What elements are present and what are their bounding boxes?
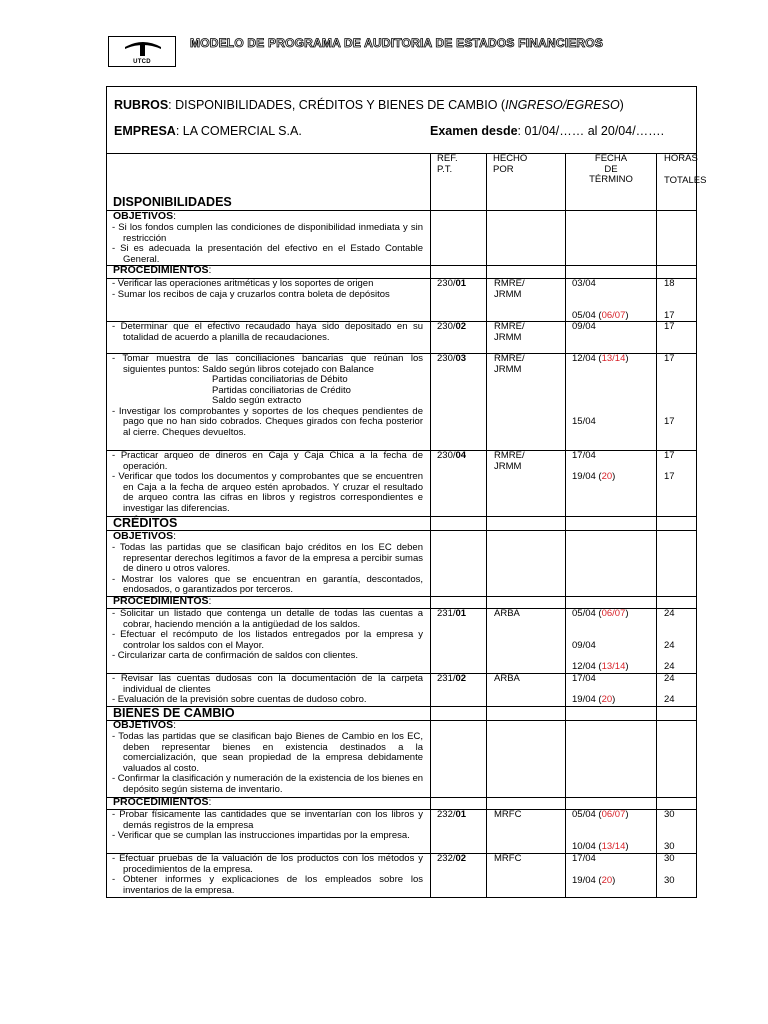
horas-cell: 17 <box>664 353 675 364</box>
ref-cell: 232/01 <box>437 809 467 820</box>
ref-cell: 230/01 <box>437 278 467 289</box>
procedure-item: - Verificar las operaciones aritméticas y los soportes de origen <box>112 278 374 289</box>
horas-cell: 24 <box>664 608 675 619</box>
row-divider <box>106 516 697 517</box>
row-divider <box>106 530 697 531</box>
procedure-item: - Circularizar carta de confirmación de saldos con clientes. <box>112 650 359 661</box>
fecha-cell: 19/04 (20) <box>572 875 616 886</box>
procedure-item: - Verificar que se cumplan las instrucciones impartidas por la empresa. <box>112 830 410 841</box>
rubros-line <box>114 98 624 112</box>
fecha-cell: 15/04 <box>572 416 596 427</box>
logo-emblem-icon <box>123 39 163 57</box>
horas-cell: 30 <box>664 809 675 820</box>
col-hecho-header <box>493 154 527 175</box>
col-hecho-line: POR <box>493 163 514 175</box>
hecho-cell: ARBA <box>494 608 520 619</box>
procedimientos-label: PROCEDIMIENTOS: <box>113 264 212 276</box>
horas-cell: 17 <box>664 471 675 482</box>
col-horas-line: HORAS <box>664 153 698 164</box>
procedure-subitem: Partidas conciliatorias de Crédito <box>212 384 351 396</box>
horas-cell: 30 <box>664 875 675 886</box>
fecha-cell: 05/04 (06/07) <box>572 809 629 820</box>
hecho-cell: MRFC <box>494 853 522 864</box>
fecha-cell: 19/04 (20) <box>572 694 616 705</box>
horas-cell: 24 <box>664 661 675 672</box>
objetivo-item: - Si los fondos cumplen las condiciones de disponibilidad inmediata y sin restricción <box>112 222 423 244</box>
rubros-label: RUBROS <box>114 98 169 112</box>
col-fecha-line: TÉRMINO <box>589 174 633 185</box>
ref-cell: 231/01 <box>437 608 467 619</box>
examen-line <box>430 124 664 138</box>
col-horas-line: TOTALES <box>664 174 707 186</box>
procedure-list <box>112 810 423 842</box>
procedure-item: - Investigar los comprobantes y soportes de los cheques pendientes de pago que no han sido cobrados. Cheques girados con fecha posterior al cierre. Cheques devueltos. <box>112 405 423 438</box>
horas-cell: 18 <box>664 278 675 289</box>
rubros-close: ) <box>619 98 624 112</box>
procedure-item: - Revisar las cuentas dudosas con la documentación de la carpeta individual de clientes <box>112 673 423 695</box>
hecho-cell: RMRE/ JRMM <box>494 321 525 343</box>
objetivos-label: OBJETIVOS: <box>113 719 177 731</box>
procedure-item: - Obtener informes y explicaciones de los empleados sobre los inventarios de la empresa. <box>112 874 423 896</box>
procedure-list <box>112 279 423 300</box>
fecha-cell: 12/04 (13/14) <box>572 661 629 672</box>
empresa-line <box>114 124 302 138</box>
utcd-logo <box>108 36 176 67</box>
horas-cell: 24 <box>664 694 675 705</box>
objetivo-item: - Todas las partidas que se clasifican bajo Bienes de Cambio en los EC, deben representar bienes en existencia destinados a la comercialización, que sean propiedad de la empresa debidamente valuados al costo. <box>112 731 423 774</box>
examen-label: Examen desde <box>430 124 518 138</box>
examen-value: : 01/04/…… al 20/04/……. <box>517 124 665 138</box>
horas-cell: 17 <box>664 450 675 461</box>
fecha-cell: 12/04 (13/14) <box>572 353 629 364</box>
fecha-cell: 10/04 (13/14) <box>572 841 629 852</box>
procedure-subitem: Saldo según extracto <box>212 395 302 406</box>
col-fecha-line: FECHA <box>594 153 628 164</box>
procedure-list <box>112 451 423 514</box>
procedure-list <box>112 322 423 343</box>
objetivos-label: OBJETIVOS: <box>113 210 177 222</box>
horas-cell: 24 <box>664 673 675 684</box>
procedure-subitem: Partidas conciliatorias de Débito <box>212 374 348 385</box>
objetivos-label: OBJETIVOS: <box>113 530 177 542</box>
col-ref-line: P.T. <box>437 163 453 175</box>
objetivo-item: - Si es adecuada la presentación del efectivo en el Estado Contable General. <box>112 243 423 265</box>
fecha-cell: 09/04 <box>572 640 596 651</box>
col-ref-line: REF. <box>437 153 458 164</box>
empresa-value: : LA COMERCIAL S.A. <box>175 124 302 138</box>
fecha-cell: 17/04 <box>572 853 596 864</box>
horas-cell: 17 <box>664 416 675 427</box>
objetivo-item: - Confirmar la clasificación y numeración de la existencia de los bienes en depósito según sistema de inventario. <box>112 773 424 795</box>
col-hecho-line: HECHO <box>493 153 528 164</box>
hecho-cell: ARBA <box>494 673 520 684</box>
objetivos-list <box>112 732 423 795</box>
horas-cell: 17 <box>664 310 675 321</box>
fecha-cell: 03/04 <box>572 278 596 289</box>
col-ref-header <box>437 154 458 175</box>
fecha-cell: 17/04 <box>572 450 596 461</box>
procedure-item: - Efectuar pruebas de la valuación de los productos con los métodos y procedimientos de la empresa. <box>112 853 423 875</box>
empresa-label: EMPRESA <box>114 124 176 138</box>
procedure-list <box>112 674 423 706</box>
procedure-list <box>112 354 423 438</box>
fecha-cell: 05/04 (06/07) <box>572 608 629 619</box>
row-divider <box>106 720 697 721</box>
fecha-cell: 05/04 (06/07) <box>572 310 629 321</box>
ref-cell: 230/03 <box>437 353 467 364</box>
procedure-item: - Practicar arqueo de dineros en Caja y Caja Chica a la fecha de operación. <box>112 450 423 472</box>
rubros-value: : DISPONIBILIDADES, CRÉDITOS Y BIENES DE CAMBIO ( <box>168 98 506 112</box>
fecha-cell: 09/04 <box>572 321 596 332</box>
procedure-item: - Solicitar un listado que contenga un detalle de todas las cuentas a cobrar, haciendo mención a la antigüedad de los saldos. <box>112 608 423 630</box>
section-title: DISPONIBILIDADES <box>113 195 232 209</box>
document-title: MODELO DE PROGRAMA DE AUDITORIA DE ESTADOS FINANCIEROS <box>190 36 604 50</box>
procedure-item: - Tomar muestra de las conciliaciones bancarias que reúnan los siguientes puntos: Saldo según libros cotejado con Balance <box>112 353 423 375</box>
col-horas-header <box>664 154 706 186</box>
ref-cell: 230/02 <box>437 321 467 332</box>
horas-cell: 30 <box>664 841 675 852</box>
hecho-cell: RMRE/ JRMM <box>494 450 525 472</box>
row-divider <box>106 210 697 211</box>
logo-text: UTCD <box>133 59 151 65</box>
hecho-cell: RMRE/ JRMM <box>494 353 525 375</box>
objetivos-list <box>112 543 423 596</box>
procedure-item: - Sumar los recibos de caja y cruzarlos contra boleta de depósitos <box>112 288 390 300</box>
procedure-item: - Evaluación de la previsión sobre cuentas de dudoso cobro. <box>112 694 367 705</box>
procedure-item: - Efectuar el recómputo de los listados entregados por la empresa y controlar los saldos con el Mayor. <box>112 629 423 651</box>
horas-cell: 17 <box>664 321 675 332</box>
procedimientos-label: PROCEDIMIENTOS: <box>113 595 212 607</box>
procedimientos-label: PROCEDIMIENTOS: <box>113 796 212 808</box>
ref-cell: 231/02 <box>437 673 467 684</box>
ref-cell: 230/04 <box>437 450 467 461</box>
procedure-list <box>112 609 423 662</box>
procedure-item: - Probar físicamente las cantidades que se inventarían con los libros y demás registros de la empresa <box>112 809 423 831</box>
section-title: BIENES DE CAMBIO <box>113 706 235 720</box>
objetivo-item: - Mostrar los valores que se encuentran en garantía, descontados, endosados, o garantizados por terceros. <box>112 573 423 595</box>
horas-cell: 30 <box>664 853 675 864</box>
col-fecha-line: DE <box>604 163 618 175</box>
section-title: CRÉDITOS <box>113 516 178 530</box>
fecha-cell: 19/04 (20) <box>572 471 616 482</box>
ref-cell: 232/02 <box>437 853 467 864</box>
objetivo-item: - Todas las partidas que se clasifican bajo créditos en los EC deben representar derechos legítimos a favor de la empresa a percibir sumas de dinero u otros valores. <box>112 542 423 574</box>
rubros-italic: INGRESO/EGRESO <box>505 98 620 112</box>
fecha-cell: 17/04 <box>572 673 596 684</box>
col-fecha-header <box>566 154 656 186</box>
procedure-item: - Verificar que todos los documentos y comprobantes que se encuentren en Caja a la fecha de arqueo estén aprobados. Y cruzar el resultado de arqueo contra las cifras en libros y registros correspondientes e investigar las diferencias. <box>112 471 423 514</box>
hecho-cell: MRFC <box>494 809 522 820</box>
procedure-list <box>112 854 423 896</box>
hecho-cell: RMRE/ JRMM <box>494 278 525 300</box>
objetivos-list <box>112 223 423 265</box>
procedure-item: - Determinar que el efectivo recaudado haya sido depositado en su totalidad de acuerdo a planilla de recaudaciones. <box>112 321 423 343</box>
horas-cell: 24 <box>664 640 675 651</box>
